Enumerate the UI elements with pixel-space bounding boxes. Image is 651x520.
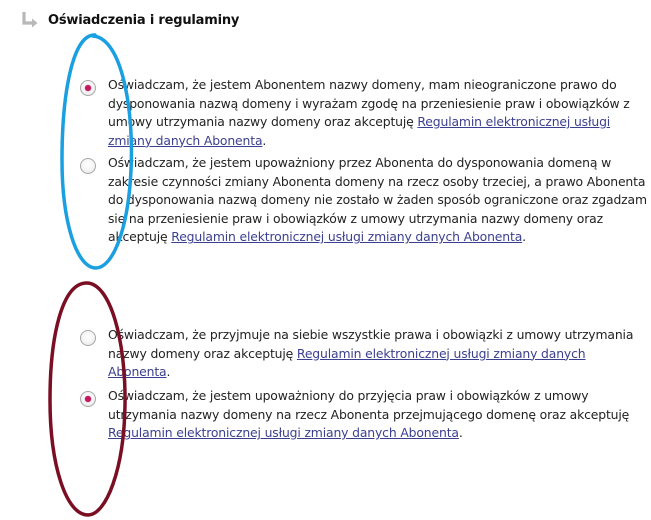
option-1-regulation-link[interactable]: Regulamin elektronicznej usługi zmiany danych Abonenta (108, 114, 611, 148)
section-header (20, 8, 239, 32)
option-1-suffix: . (262, 132, 267, 148)
option-2-label: Oświadczam, że jestem upoważniony przez Abonenta do dysponowania domeną w zakresie czynności zmiany Abonenta domeny na rzecz osoby trzeciej, a prawo Abonenta do dysponowania nazwą domeny nie zostało w żaden sposób ograniczone oraz zgadzam się na przeniesienie praw i obowiązków z umowy utrzymania nazwy domeny oraz akceptuję (108, 155, 647, 245)
section-title: Oświadczenia i regulaminy (48, 12, 240, 28)
option-4-text (108, 387, 648, 443)
option-3-suffix: . (166, 364, 171, 380)
option-3-text (108, 326, 648, 382)
option-4-label: Oświadczam, że jestem upoważniony do przyjęcia praw i obowiązków z umowy utrzymania nazwy domeny na rzecz Abonenta przejmującego domenę oraz akceptuję (108, 388, 630, 422)
option-3-label: Oświadczam, że przyjmuje na siebie wszystkie prawa i obowiązki z umowy utrzymania nazwy domeny oraz akceptuję (108, 327, 634, 361)
radio-option-1[interactable] (80, 80, 96, 96)
option-1-label: Oświadczam, że jestem Abonentem nazwy domeny, mam nieograniczone prawo do dysponowania nazwą domeny i wyrażam zgodę na przeniesienie praw i obowiązków z umowy utrzymania nazwy domeny oraz akceptuję (108, 77, 630, 130)
option-1-text (108, 76, 648, 150)
radio-option-4[interactable] (80, 391, 96, 407)
radio-option-2[interactable] (80, 158, 96, 174)
option-2-suffix: . (522, 229, 526, 245)
arrow-return-right-icon (20, 10, 40, 30)
option-4-suffix: . (458, 425, 463, 441)
option-2-regulation-link[interactable]: Regulamin elektronicznej usługi zmiany danych Abonenta (171, 229, 523, 245)
option-4-regulation-link[interactable]: Regulamin elektronicznej usługi zmiany danych Abonenta (108, 425, 459, 441)
radio-option-3[interactable] (80, 330, 96, 346)
option-2-text (108, 154, 648, 247)
option-3-regulation-link[interactable]: Regulamin elektronicznej usługi zmiany danych Abonenta (108, 345, 586, 380)
